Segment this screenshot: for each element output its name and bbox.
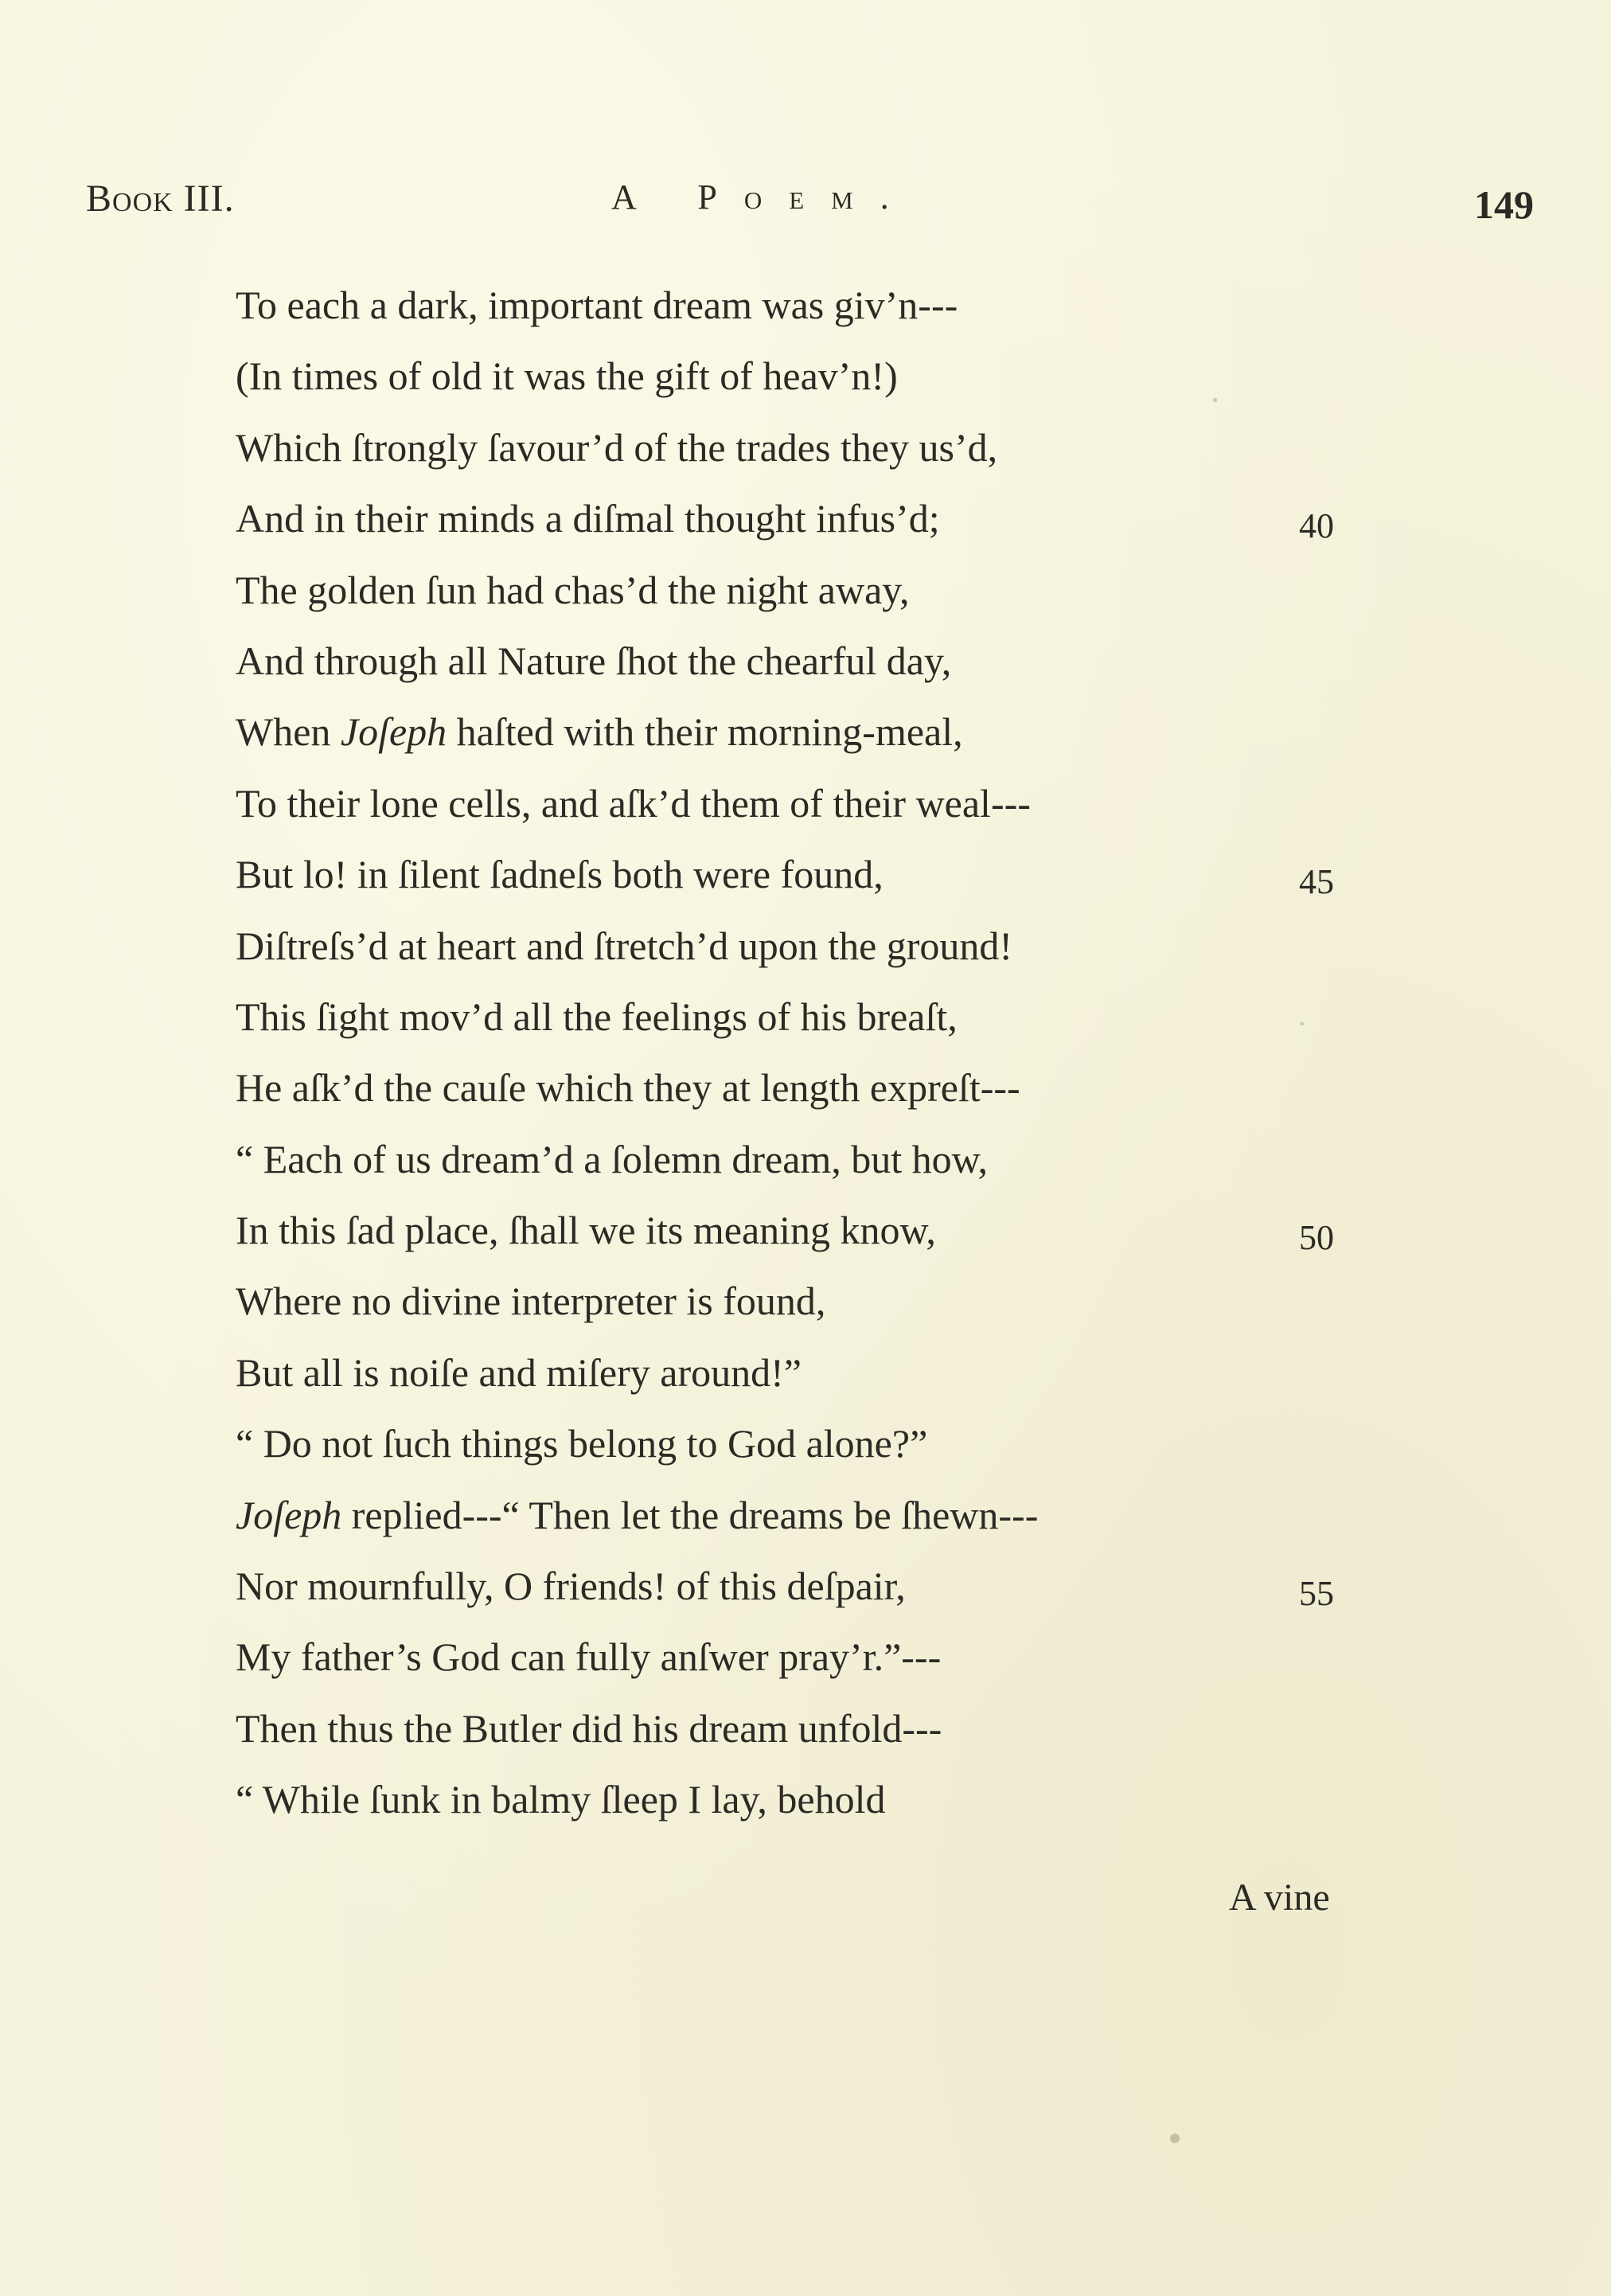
poem-line xyxy=(236,1771,1430,1842)
line-number: 45 xyxy=(1299,862,1334,902)
poem-line-text xyxy=(236,1493,1038,1537)
poem-line xyxy=(236,1629,1430,1700)
poem-line-text: In this ſad place, ſhall we its meaning know, xyxy=(236,1208,936,1253)
poem-line xyxy=(236,846,1430,917)
poem-line xyxy=(236,1558,1430,1629)
running-head-title: A Poem. xyxy=(611,178,916,217)
line-number: 55 xyxy=(1299,1574,1334,1614)
poem-line xyxy=(236,1060,1430,1130)
poem-line xyxy=(236,1273,1430,1344)
running-head-book: Book III. xyxy=(86,178,235,220)
line-number: 40 xyxy=(1299,506,1334,546)
poem-line-text: And through all Nature ſhot the chearful day, xyxy=(236,638,952,683)
poem-line-text-before: When xyxy=(236,709,341,755)
poem-line-text: And in their minds a diſmal thought infus’d; xyxy=(236,496,940,541)
poem-body xyxy=(236,277,1430,1843)
poem-line xyxy=(236,562,1430,633)
poem-line-text: But lo! in ſilent ſadneſs both were found, xyxy=(236,852,884,897)
poem-line-text: My father’s God can fully anſwer pray’r.”--- xyxy=(236,1634,942,1680)
poem-line-italic-name: Joſeph xyxy=(236,1492,342,1537)
poem-line-text-after: replied---“ Then let the dreams be ſhewn--- xyxy=(341,1492,1039,1537)
poem-line-text: To their lone cells, and aſk’d them of their weal--- xyxy=(236,780,1031,826)
poem-line-text: This ſight mov’d all the feelings of his breaſt, xyxy=(236,994,958,1039)
poem-line-text: He aſk’d the cauſe which they at length expreſt--- xyxy=(236,1065,1020,1111)
paper-speck xyxy=(1301,1022,1304,1025)
line-number: 50 xyxy=(1299,1218,1334,1258)
poem-line xyxy=(236,633,1430,704)
poem-line xyxy=(236,277,1430,348)
poem-line-text-after: haſted with their morning-meal, xyxy=(447,709,963,755)
page-number: 149 xyxy=(1474,182,1534,227)
poem-line-text: Nor mournfully, O friends! of this deſpair, xyxy=(236,1564,906,1609)
poem-line-text: To each a dark, important dream was giv’n--- xyxy=(236,283,958,327)
poem-line-text: But all is noiſe and miſery around!” xyxy=(236,1349,802,1395)
poem-line xyxy=(236,1202,1430,1273)
poem-line xyxy=(236,348,1430,419)
poem-line xyxy=(236,490,1430,561)
poem-line-text: Diſtreſs’d at heart and ſtretch’d upon the ground! xyxy=(236,923,1013,968)
poem-line xyxy=(236,1415,1430,1486)
poem-line-text: “ Each of us dream’d a ſolemn dream, but how, xyxy=(236,1136,989,1181)
paper-speck xyxy=(1213,398,1217,402)
poem-line-text: Where no divine interpreter is found, xyxy=(236,1279,826,1324)
poem-line-text: Which ſtrongly ſavour’d of the trades they us’d, xyxy=(236,424,998,470)
poem-line-text xyxy=(236,709,963,754)
poem-line xyxy=(236,420,1430,490)
running-head xyxy=(0,177,1611,225)
paper-speck xyxy=(1170,2134,1180,2143)
poem-line xyxy=(236,1487,1430,1558)
poem-line xyxy=(236,1131,1430,1202)
poem-line xyxy=(236,1345,1430,1415)
poem-line-text: The golden ſun had chas’d the night away, xyxy=(236,567,910,612)
poem-line xyxy=(236,775,1430,846)
poem-line xyxy=(236,1701,1430,1771)
poem-line-text: “ Do not ſuch things belong to God alone?” xyxy=(236,1421,928,1466)
poem-line-italic-name: Joſeph xyxy=(340,709,447,755)
poem-line xyxy=(236,704,1430,775)
poem-line xyxy=(236,989,1430,1060)
poem-line xyxy=(236,918,1430,989)
poem-line-text: “ While ſunk in balmy ſleep I lay, behold xyxy=(236,1777,886,1822)
poem-line-text: Then thus the Butler did his dream unfold--- xyxy=(236,1705,942,1751)
catchword: A vine xyxy=(1229,1876,1330,1919)
poem-line-text: (In times of old it was the gift of heav’n!) xyxy=(236,353,898,399)
